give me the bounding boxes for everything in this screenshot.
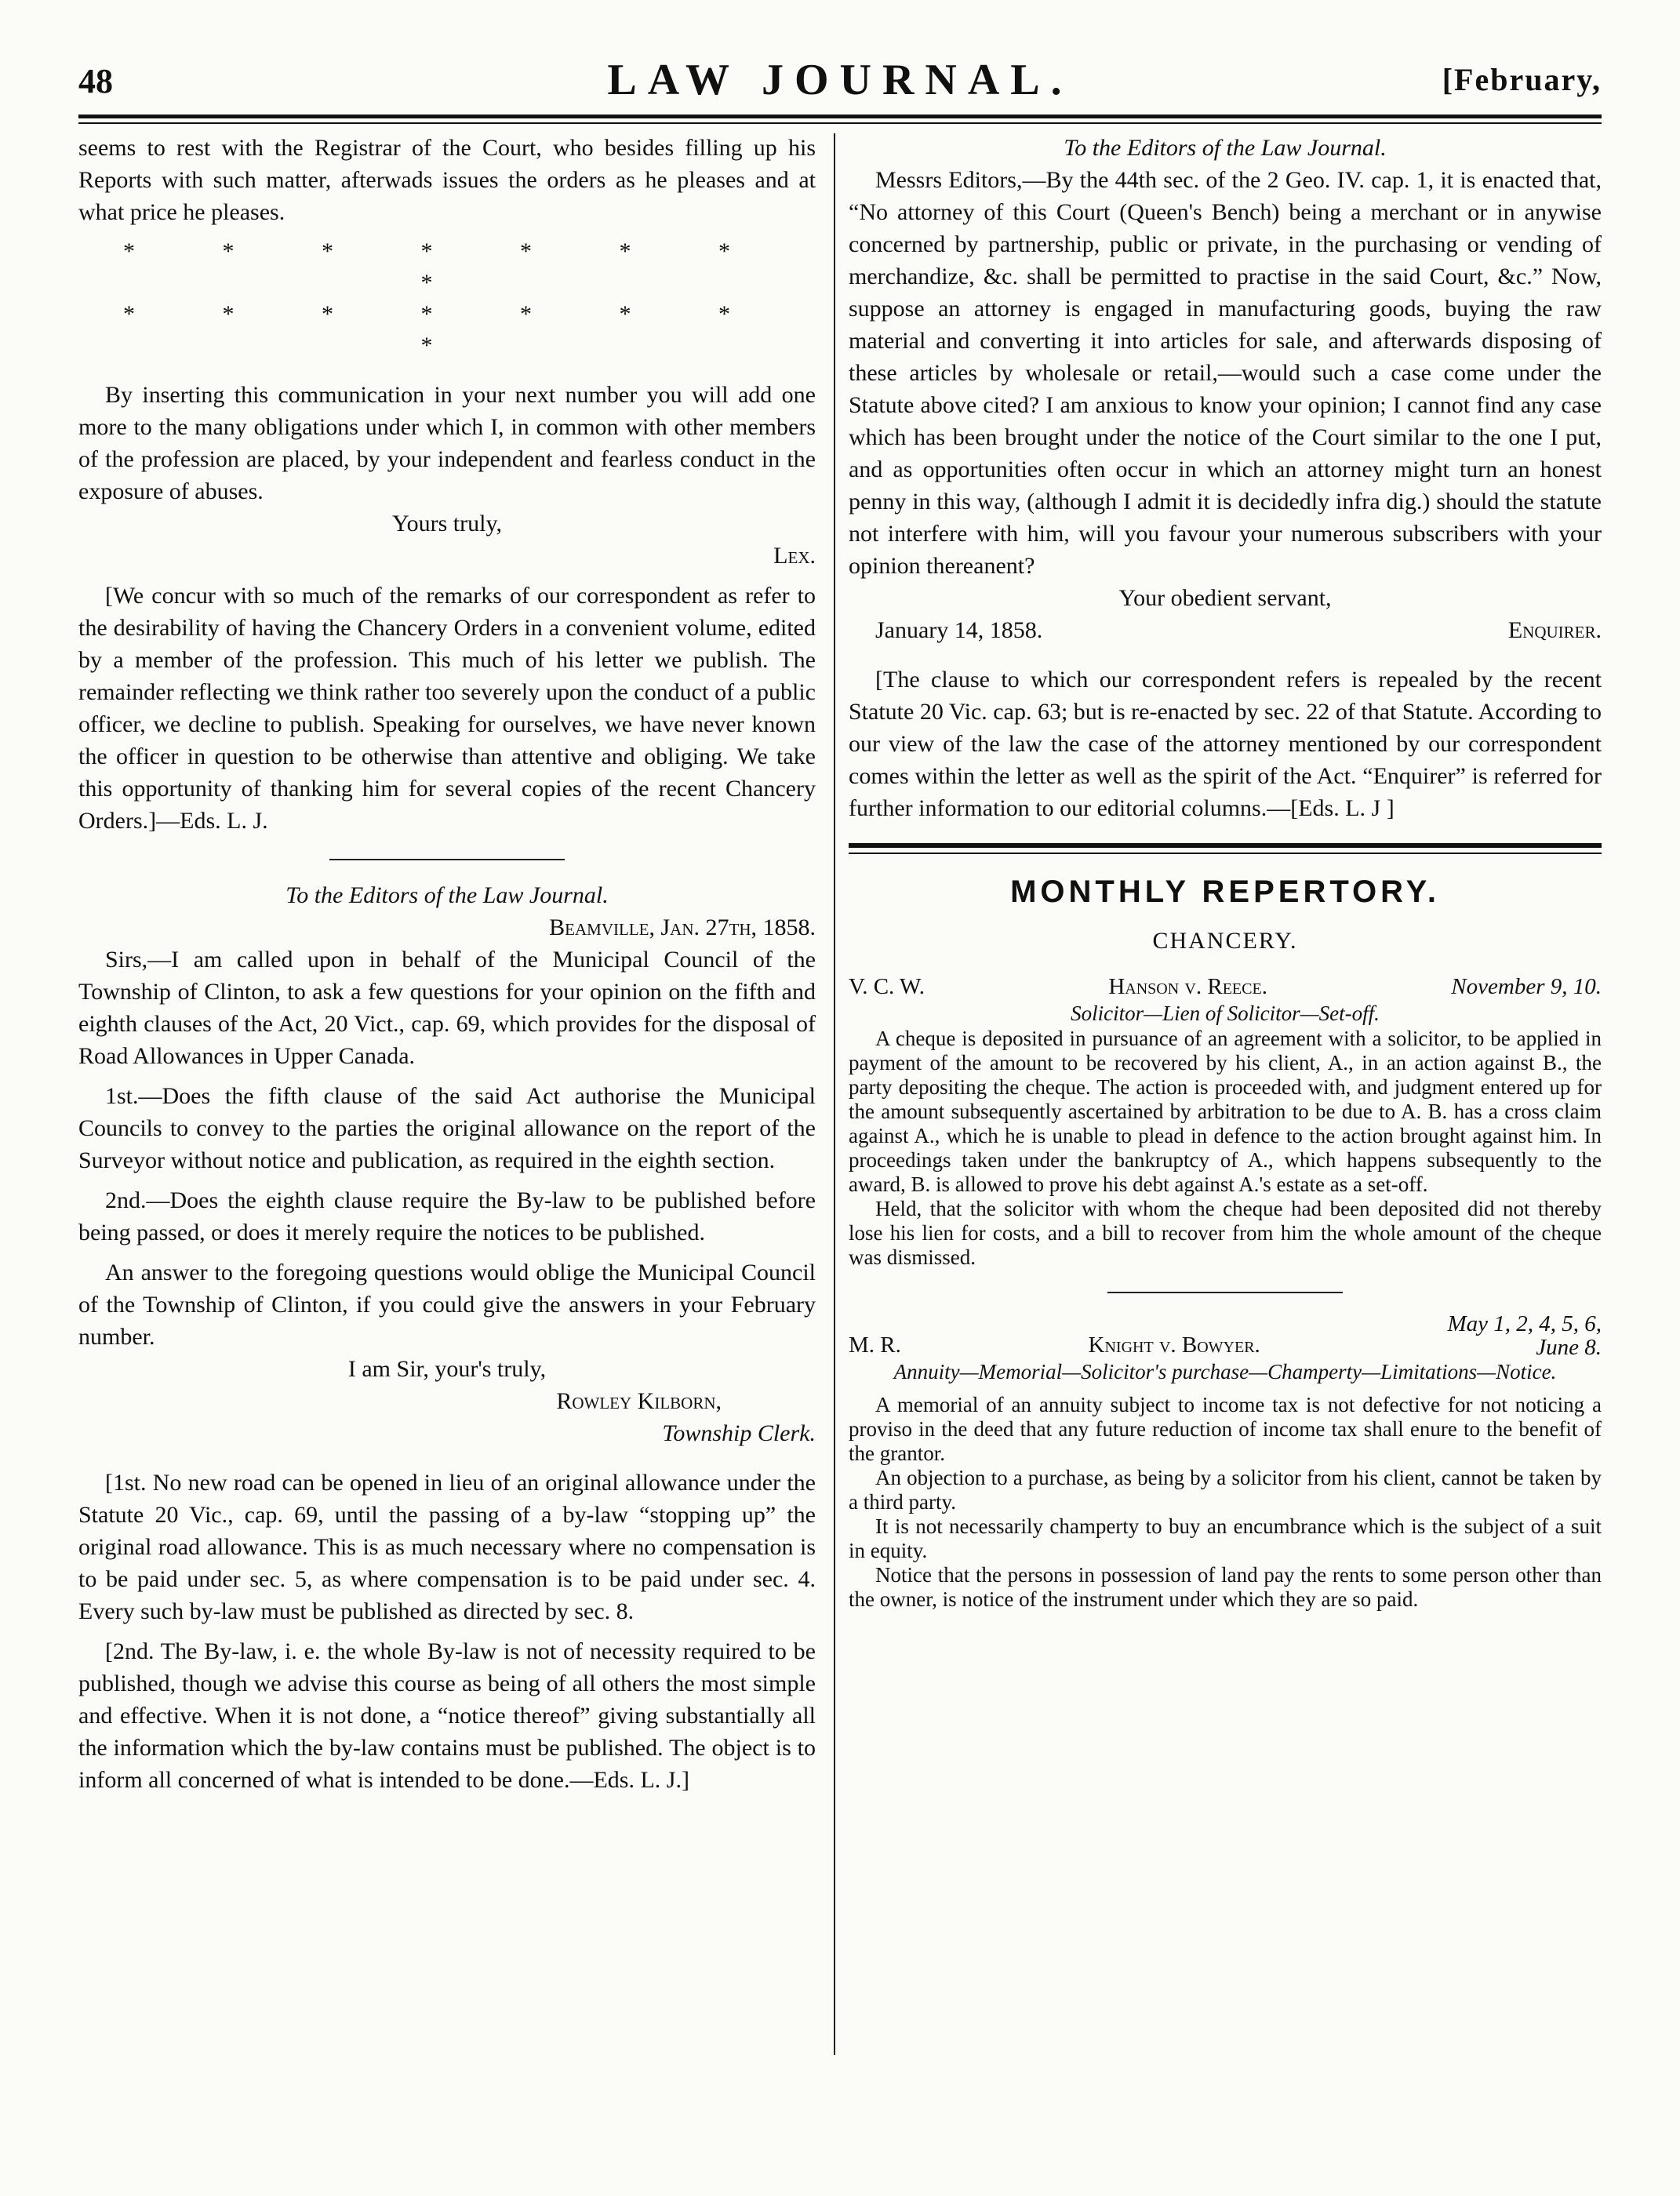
column-divider [834,133,835,2055]
closing-paragraph: By inserting this communication in your next number you will add one more to the many obligations under which I, in common with other members of the profession are placed, by your independent and fearless conduct in the exposure of abuses. [78,382,816,504]
letter-signer: Rowley Kilborn, [556,1388,722,1414]
closing-word: Yours truly, [391,511,503,536]
letter-para-2: 1st.—Does the fifth clause of the said Act authorise the Municipal Councils to convey to the parties the original allowance on the report of the Surveyor without notice and publication, as required in the eighth section. [78,1083,816,1173]
opening-text: seems to rest with the Registrar of the Court, who besides filling up his Reports with such matter, afterwads issues the orders as he pleases and at what price he pleases. [78,135,816,225]
case2-subject: Annuity—Memorial—Solicitor's purchase—Champerty—Limitations—Notice. [893,1360,1557,1383]
repertory-rule-thin [849,853,1602,854]
reply-first: [1st. No new road can be opened in lieu of an original allowance under the Statute 20 Vic., cap. 69, until the passing of a by-law “stopping up” the original road allowance. This is as much necessary where no compensation is to be paid under sec. 5, as where compensation is to be paid under sec. 4. Every such by-law must be published as directed by sec. 8. [78,1470,816,1624]
page-number: 48 [78,62,113,100]
letter3-heading: To the Editors of the Law Journal. [1064,135,1387,161]
case2-para-4: Notice that the persons in possession of land pay the rents to some person other than the owner, is notice of the instrument under which they are so paid. [849,1563,1602,1611]
letter-para-3: 2nd.—Does the eighth clause require the By-law to be published before being passed, or does it merely require the notices to be published. [78,1187,816,1245]
case1-subject: Solicitor—Lien of Solicitor—Set-off. [1071,1002,1380,1025]
case-separator-rule [1107,1292,1343,1293]
case1-date: November 9, 10. [1451,974,1602,999]
issue-month: [February, [1442,62,1602,97]
left-column [78,132,816,1796]
letter3-signer: Enquirer. [1507,617,1602,643]
repertory-rule [849,843,1602,848]
letter-para-4: An answer to the foregoing questions would oblige the Municipal Council of the Township of Clinton, if you could give the answers in your February number. [78,1260,816,1350]
case1-court: V. C. W. [849,974,925,999]
letter3-sign-row [849,614,1602,646]
letter-para-1: Sirs,—I am called upon in behalf of the Municipal Council of the Township of Clinton, to ask a few questions for your opinion on the fifth and eighth clauses of the Act, 20 Vict., cap. 69, which provides for the disposal of Road Allowances in Upper Canada. [78,947,816,1069]
letter-dateline: Beamville, Jan. 27th, 1858. [549,914,816,940]
case2-court: M. R. [849,1333,901,1358]
header-rule [78,115,1602,118]
editorial-note: [We concur with so much of the remarks of our correspondent as refer to the desirability of having the Chancery Orders in a convenient volume, edited by a member of the profession. This much of his letter we publish. The remainder reflecting we think rather too severely upon the conduct of a public officer, we decline to publish. Speaking for ourselves, we have never known the officer in question to be otherwise than attentive and obliging. We take this opportunity of thanking him for several copies of the recent Chancery Orders.]—Eds. L. J. [78,583,816,834]
case1-para-1: A cheque is deposited in pursuance of an agreement with a solicitor, to be applied in payment of the amount to be recovered by his client, A., in an action against B., the party depositing the cheque. The action is proceeded with, and judgment entered up for the amount subsequently ascertained by arbitration to be due to A. B. has a cross claim against A., which he is unable to plead in defence to the action brought against him. In proceedings taken under the bankruptcy of A., which happens subsequently to the award, B. is allowed to prove his debt against A.'s estate as a set-off. [849,1027,1602,1196]
case2-dates [1447,1312,1602,1359]
letter3-closing: Your obedient servant, [1118,585,1332,611]
letter3-reply: [The clause to which our correspondent refers is repealed by the recent Statute 20 Vic. cap. 63; but is re-enacted by sec. 22 of that Statute. According to our view of the law the case of the attorney mentioned by our correspondent comes within the letter as well as the spirit of the Act. “Enquirer” is referred for further information to our editorial columns.—[Eds. L. J ] [849,667,1602,821]
letter-signer-title: Township Clerk. [662,1420,816,1446]
right-column [849,132,1602,1612]
case1-name: Hanson v. Reece. [1108,974,1267,999]
letter3-date: January 14, 1858. [875,617,1043,643]
letter-heading: To the Editors of the Law Journal. [285,882,609,908]
case2-para-3: It is not necessarily champerty to buy an encumbrance which is the subject of a suit in equity. [849,1514,1602,1562]
running-head [78,55,1602,110]
journal-title: LAW JOURNAL. [607,56,1073,104]
signature-lex: Lex. [773,543,816,569]
case2-para-2: An objection to a purchase, as being by a solicitor from his client, cannot be taken by a third party. [849,1466,1602,1514]
case1-header [849,973,1602,1001]
case1-para-2: Held, that the solicitor with whom the cheque had been deposited did not thereby lose his lien for costs, and a bill to recover from him the whole amount of the cheque was dismissed. [849,1197,1602,1269]
reply-second: [2nd. The By-law, i. e. the whole By-law is not of necessity required to be published, though we advise this course as being of all others the most simple and effective. When it is not done, a “notice thereof” giving substantially all the information which the by-law contains must be published. The object is to inform all concerned of what is intended to be done.—Eds. L. J.] [78,1638,816,1793]
chancery-heading: CHANCERY. [1152,928,1298,954]
case2-header [849,1312,1602,1359]
case2-name: Knight v. Bowyer. [1088,1333,1260,1358]
ellipsis-stars: * * * * * * * * [123,238,771,296]
header-rule-thin [78,122,1602,124]
separator-rule [329,859,565,860]
repertory-title: MONTHLY REPERTORY. [1010,874,1440,909]
case2-date-1: May 1, 2, 4, 5, 6, [1447,1311,1602,1336]
letter-closing: I am Sir, your's truly, [347,1356,547,1382]
case2-para-1: A memorial of an annuity subject to income tax is not defective for not noticing a proviso in the deed that any future reduction of income tax shall enure to the benefit of the grantor. [849,1393,1602,1465]
letter3-body: Messrs Editors,—By the 44th sec. of the 2 Geo. IV. cap. 1, it is enacted that, “No attorney of this Court (Queen's Bench) being a merchant or in anywise concerned by partnership, public or private, in the purchasing or vending of merchandize, &c. shall be permitted to practise in the said Court, &c.” Now, suppose an attorney is engaged in manufacturing goods, buying the raw material and converting it into articles for sale, and afterwards disposing of these articles by wholesale or retail,—would such a case come under the Statute above cited? I am anxious to know your opinion; I cannot find any case which has been brought under the notice of the Court similar to the one I put, and as opportunities often occur in which an attorney might turn an honest penny in this way, (although I admit it is decidedly infra dig.) should the statute not interfere with him, will you favour your numerous subscribers with your opinion thereanent? [849,167,1602,579]
ellipsis-stars-2: * * * * * * * * [123,301,771,358]
case2-date-2: June 8. [1536,1335,1602,1360]
